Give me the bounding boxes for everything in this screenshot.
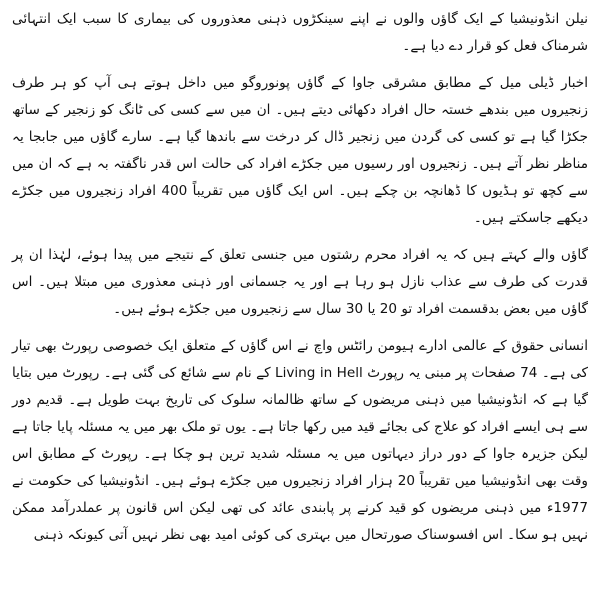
paragraph-village-description: اخبار ڈیلی میل کے مطابق مشرقی جاوا کے گاؤں پونوروگو میں داخل ہوتے ہی آپ کو ہر طرف زنجیروں میں بندھے خستہ حال افراد دکھائی دیتے ہیں۔ ان میں سے کسی کی ٹانگ کو زنجیر کے ساتھ جکڑا گیا ہے تو کسی کی گردن میں زنجیر ڈال کر درخت سے باندھا گیا ہے۔ سارے گاؤں میں جابجا یہ مناظر نظر آتے ہیں۔ زنجیروں اور رسیوں میں جکڑے افراد کی حالت اس قدر ناگفتہ بہ ہے کہ ان میں سے کچھ تو ہڈیوں کا ڈھانچہ بن چکے ہیں۔ اس ایک گاؤں میں تقریباً 400 افراد زنجیروں میں جکڑے دیکھے جاسکتے ہیں۔ <box>12 75 588 226</box>
paragraph-villagers-belief: گاؤں والے کہتے ہیں کہ یہ افراد محرم رشتوں میں جنسی تعلق کے نتیجے میں پیدا ہوئے، لہٰذا ان پر قدرت کی طرف سے عذاب نازل ہو رہا ہے اور یہ جسمانی اور ذہنی معذوری میں مبتلا ہیں۔ اس گاؤں میں بعض بدقسمت افراد تو 20 یا 30 سال سے زنجیروں میں جکڑے ہوئے ہیں۔ <box>12 247 588 317</box>
paragraph-human-rights-report: انسانی حقوق کے عالمی ادارے ہیومن رائٹس واچ نے اس گاؤں کے متعلق ایک خصوصی رپورٹ بھی تیار کی ہے۔ 74 صفحات پر مبنی یہ رپورٹ Living in Hell کے نام سے شائع کی گئی ہے۔ رپورٹ میں بتایا گیا ہے کہ انڈونیشیا میں ذہنی مریضوں کے ساتھ ظالمانہ سلوک کی تاریخ بہت طویل ہے۔ قدیم دور سے ہی ایسے افراد کو علاج کی بجائے قید میں رکھا جاتا ہے۔ یوں تو ملک بھر میں یہ مسئلہ پایا جاتا ہے لیکن جزیرہ جاوا کے دور دراز دیہاتوں میں یہ مسئلہ شدید ترین ہو چکا ہے۔ رپورٹ کے مطابق اس وقت بھی انڈونیشیا میں تقریباً 20 ہزار افراد زنجیروں میں جکڑے ہوئے ہیں۔ انڈونیشیا کی حکومت نے 1977ء میں ذہنی مریضوں کو قید کرنے پر پابندی عائد کی تھی لیکن اس قانون پر عملدرآمد ممکن نہیں ہو سکا۔ اس افسوسناک صورتحال میں بہتری کی کوئی امید بھی نظر نہیں آتی کیونکہ ذہنی <box>12 338 588 543</box>
paragraph-intro: نیلن انڈونیشیا کے ایک گاؤں والوں نے اپنے سینکڑوں ذہنی معذوروں کی بیماری کا سبب ایک انتہائی شرمناک فعل کو قرار دے دیا ہے۔ <box>12 11 588 54</box>
